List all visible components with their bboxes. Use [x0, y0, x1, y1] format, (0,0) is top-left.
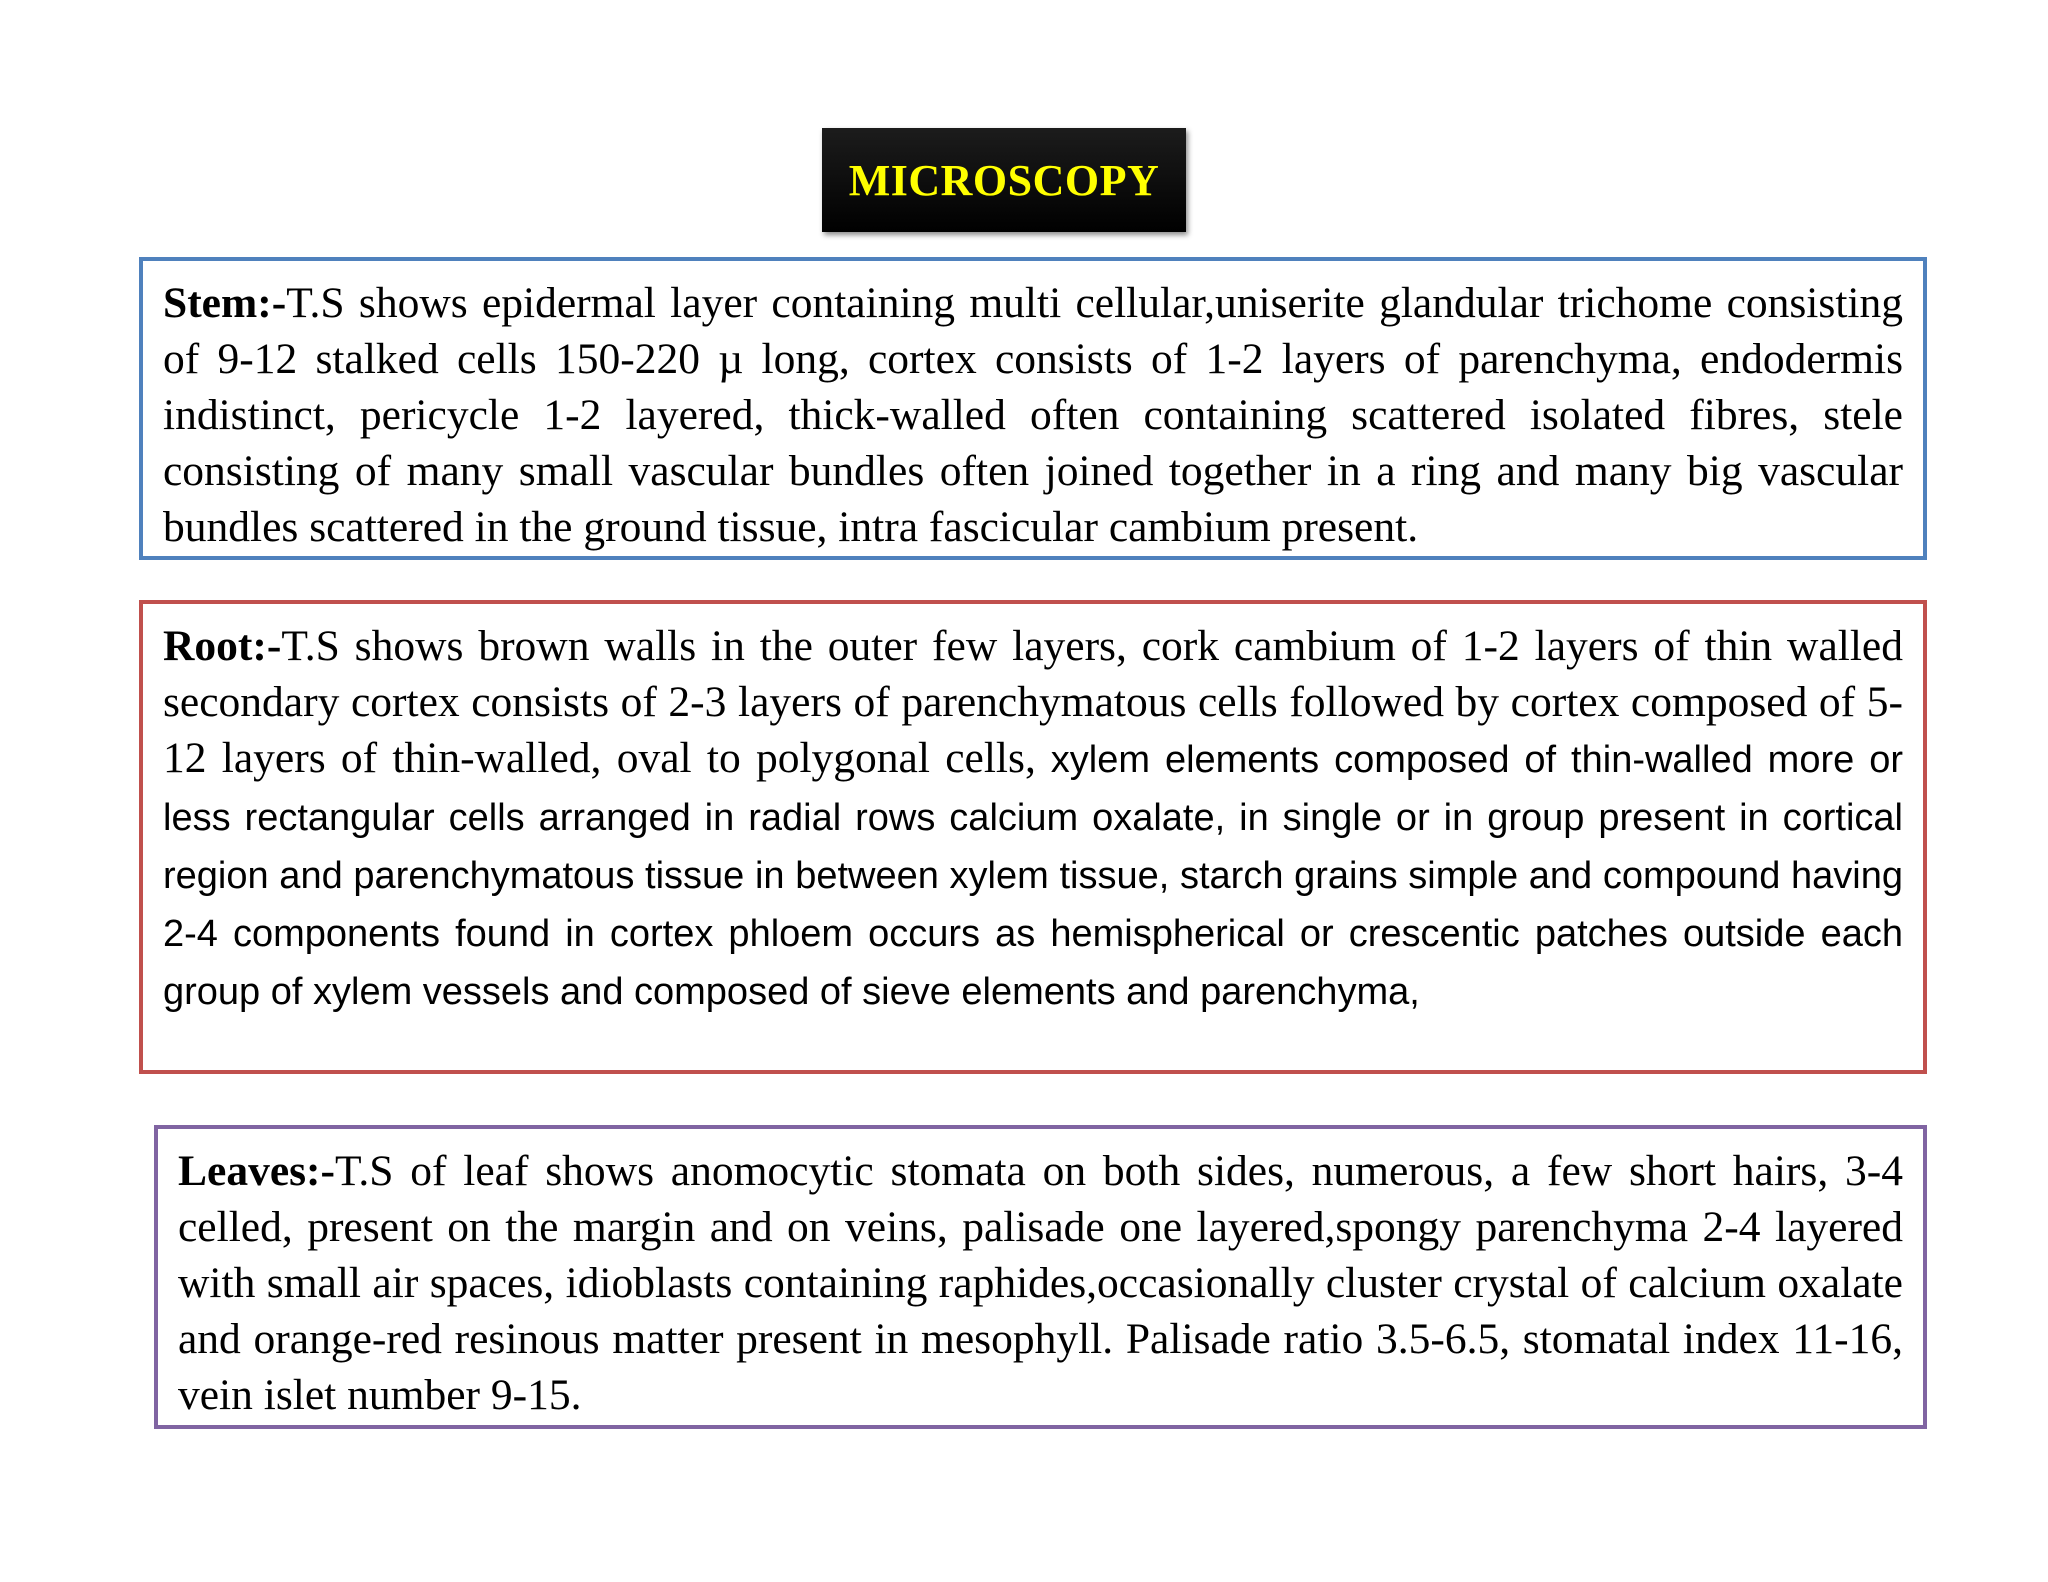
leaves-section — [154, 1125, 1927, 1429]
root-text-sans: xylem elements composed of thin-walled more or less rectangular cells arranged in radial rows calcium oxalate, in single or in group present in cortical region and parenchymatous tissue in between xylem tissue, starch grains simple and compound having 2-4 components found in cortex phloem occurs as hemispherical or crescentic patches outside each group of xylem vessels and composed of sieve elements and parenchyma, — [163, 739, 1903, 1013]
root-label: Root:- — [163, 622, 282, 670]
leaves-label: Leaves:- — [178, 1147, 336, 1195]
stem-text: T.S shows epidermal layer containing multi cellular,uniserite glandular trichome consisting of 9-12 stalked cells 150-220 µ long, cortex consists of 1-2 layers of parenchyma, endodermis indistinct, pericycle 1-2 layered, thick-walled often containing scattered isolated fibres, stele consisting of many small vascular bundles often joined together in a ring and many big vascular bundles scattered in the ground tissue, intra fascicular cambium present. — [163, 279, 1903, 551]
title-banner — [822, 128, 1186, 232]
root-paragraph — [163, 618, 1903, 1020]
stem-paragraph — [163, 275, 1903, 555]
leaves-text: T.S of leaf shows anomocytic stomata on both sides, numerous, a few short hairs, 3-4 celled, present on the margin and on veins, palisade one layered,spongy parenchyma 2-4 layered with small air spaces, idioblasts containing raphides,occasionally cluster crystal of calcium oxalate and orange-red resinous matter present in mesophyll. Palisade ratio 3.5-6.5, stomatal index 11-16, vein islet number 9-15. — [178, 1147, 1903, 1419]
page-title: MICROSCOPY — [848, 155, 1160, 205]
stem-section — [139, 257, 1927, 560]
root-section — [139, 600, 1927, 1074]
stem-label: Stem:- — [163, 279, 287, 327]
leaves-paragraph — [178, 1143, 1903, 1423]
root-text-serif: T.S shows brown walls in the outer few layers, cork cambium of 1-2 layers of thin walled secondary cortex consists of 2-3 layers of parenchymatous cells followed by cortex composed of 5-12 layers of thin-walled, oval to polygonal cells, — [163, 622, 1903, 782]
